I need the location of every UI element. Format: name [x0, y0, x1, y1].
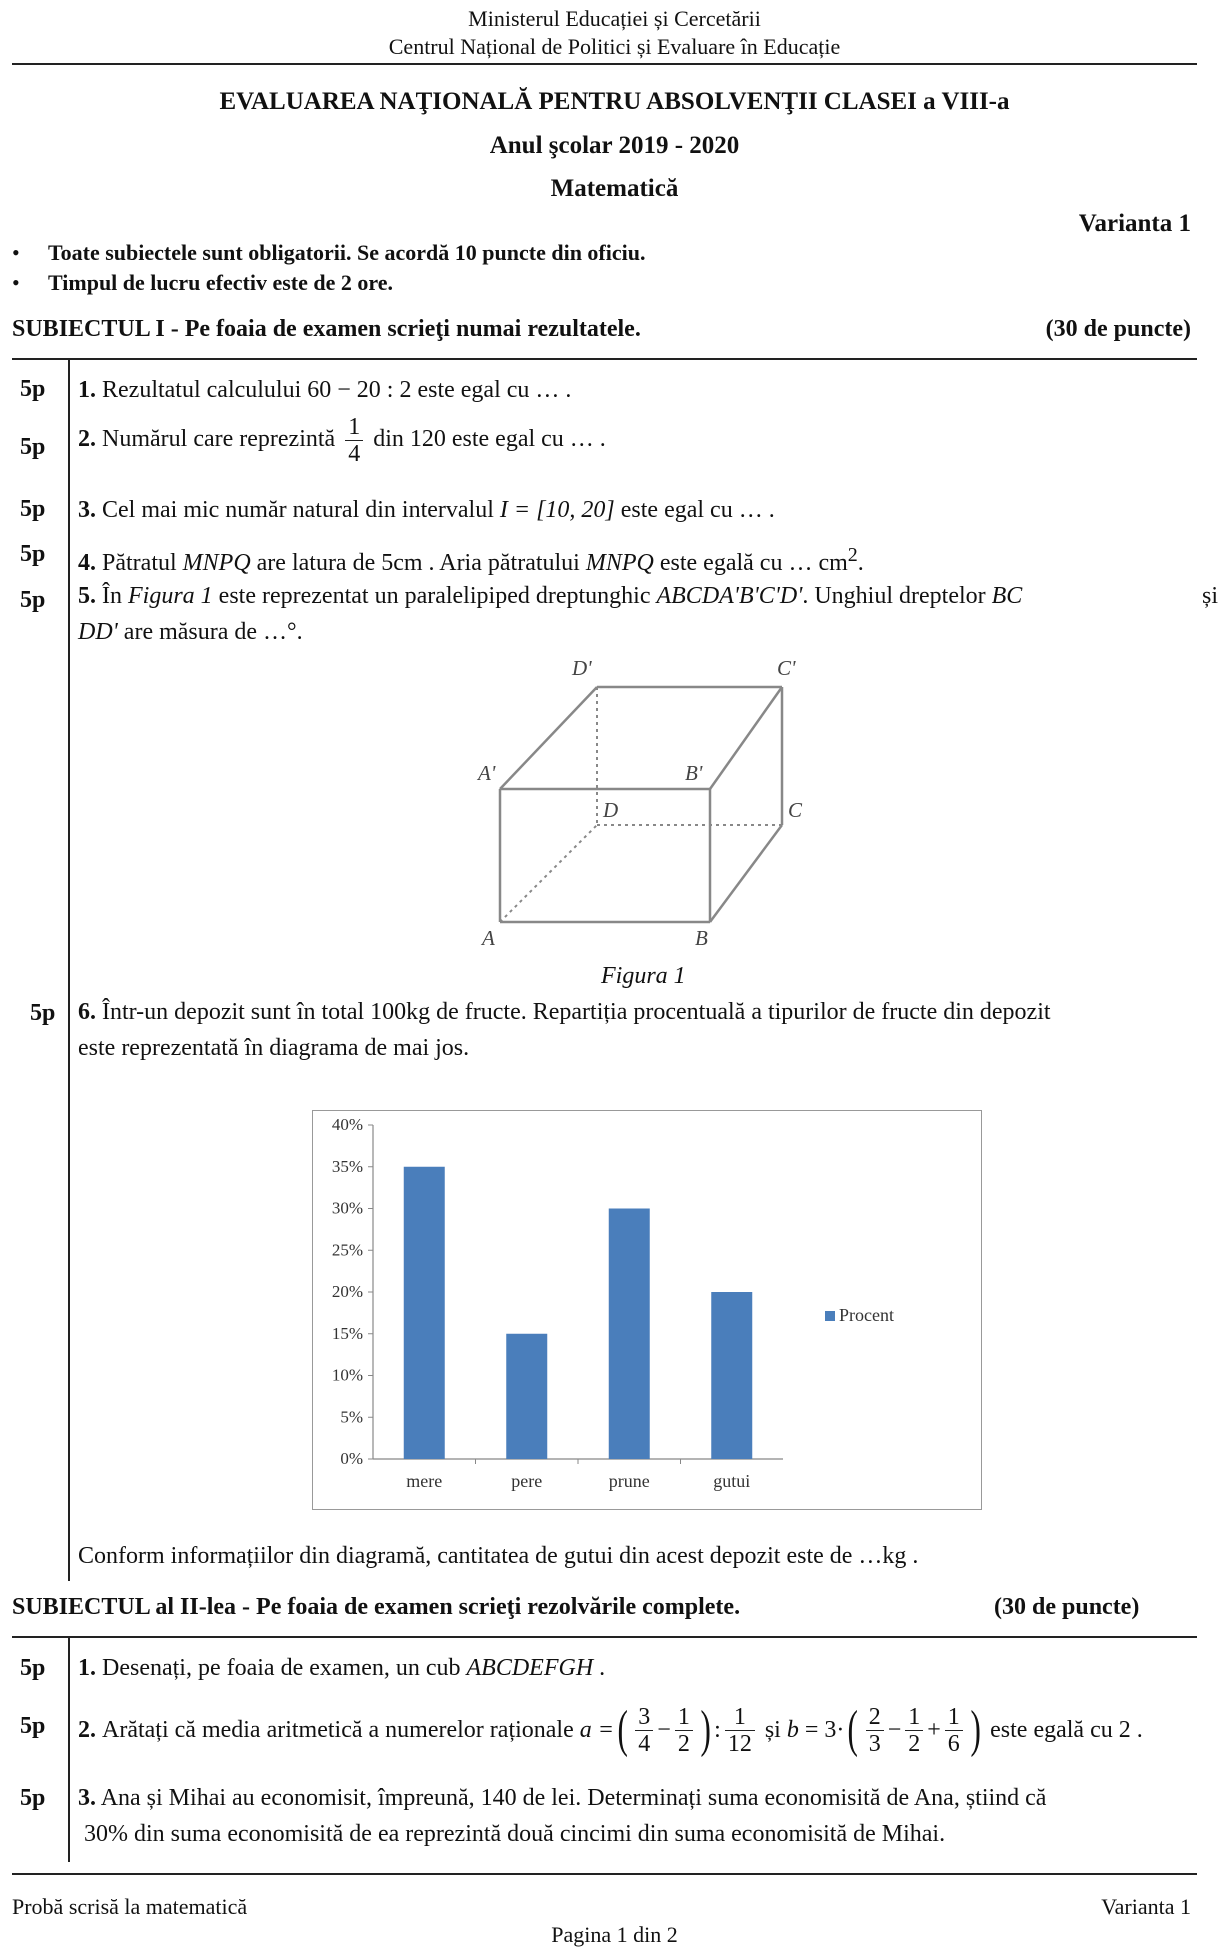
math-variable: DD' [78, 619, 118, 645]
bar-pere [506, 1334, 547, 1459]
edge-bottom-right [710, 825, 782, 922]
x-tick-label: gutui [713, 1471, 751, 1491]
question-line [78, 1780, 1203, 1816]
question-number: 3. [78, 1785, 96, 1811]
question-end: . [599, 1655, 606, 1681]
box-figure [470, 645, 820, 960]
vertex-label: C' [777, 656, 796, 680]
question-line [78, 578, 1218, 614]
figure-reference: Figura 1 [128, 583, 213, 609]
math-variable: ABCDA'B'C'D' [656, 583, 803, 609]
question-text: Pătratul [102, 550, 177, 576]
header-divider [12, 63, 1197, 65]
question-text: Într-un depozit sunt în total 100kg de fructe. Repartiția procentuală a tipurilor de fructe din depozit [102, 999, 1051, 1025]
vertex-label: A [482, 926, 495, 950]
question-5 [78, 578, 1218, 650]
edge-back [500, 687, 597, 789]
question-text: Desenați, pe foaia de examen, un cub [102, 1655, 461, 1681]
chart-frame [312, 1110, 982, 1510]
vertex-label: B [695, 926, 708, 950]
math-variable: MNPQ [585, 550, 654, 576]
school-year: Anul şcolar 2019 - 2020 [489, 132, 740, 159]
question-number: 4. [78, 550, 96, 576]
question-text: este reprezentat un paralelipiped dreptunghic [218, 583, 651, 609]
question-line: este reprezentată în diagrama de mai jos. [78, 1035, 470, 1061]
question-number: 3. [78, 497, 96, 523]
vertex-label: B' [685, 761, 703, 785]
figure-caption: Figura 1 [601, 963, 686, 989]
question-line [78, 994, 1218, 1030]
points-badge: 5p [20, 376, 46, 402]
math-expression: 60 − 20 : 2 [307, 377, 412, 403]
y-tick-label: 35% [331, 1156, 363, 1176]
section1-points: (30 de puncte) [1045, 316, 1191, 342]
exam-subject: Matematică [550, 175, 679, 202]
y-tick-label: 15% [331, 1323, 363, 1343]
question-number: 1. [78, 1655, 96, 1681]
vertex-label: D' [572, 656, 592, 680]
question-tail: este egală cu 2 . [990, 1717, 1143, 1743]
footer-left: Probă scrisă la matematică [12, 1894, 248, 1919]
question-tail: este egal cu … . [620, 497, 775, 523]
y-tick-label: 0% [340, 1449, 363, 1468]
question-text: Arătați că media aritmetică a numerelor raționale [102, 1717, 574, 1743]
points-badge: 5p [20, 587, 46, 613]
question-4 [78, 537, 864, 581]
question-text: Ana și Mihai au economisit, împreună, 140 de lei. Determinați suma economisită de Ana, știind că [100, 1785, 1047, 1811]
fraction-denominator: 4 [348, 441, 361, 467]
hidden-edge [500, 825, 597, 922]
math-expression: I = [10, 20] [499, 497, 615, 523]
question-end: . [857, 550, 864, 576]
points-badge: 5p [30, 1000, 56, 1026]
points-badge: 5p [20, 496, 46, 522]
y-tick-label: 30% [331, 1198, 363, 1218]
question-number: 6. [78, 999, 96, 1025]
y-tick-label: 5% [340, 1407, 363, 1427]
question-number: 5. [78, 583, 96, 609]
x-tick-label: prune [608, 1471, 650, 1491]
points-badge: 5p [20, 434, 46, 460]
vertex-label: A' [478, 761, 496, 785]
problem-3 [78, 1780, 1203, 1852]
exam-title: EVALUAREA NAŢIONALĂ PENTRU ABSOLVENŢII CLASEI a VIII-a [219, 88, 1010, 115]
question-number: 1. [78, 377, 96, 403]
points-badge: 5p [20, 1713, 46, 1739]
ministry-header: Ministerul Educației și Cercetării [468, 6, 761, 31]
question-text: Numărul care reprezintă [102, 426, 336, 453]
question-middle: are latura de 5cm . Aria pătratului [256, 550, 580, 576]
section2-divider [12, 1636, 1197, 1638]
question-6-ask: Conform informațiilor din diagramă, cantitatea de gutui din acest depozit este de …kg . [78, 1543, 919, 1569]
center-header: Centrul Național de Politici și Evaluare în Educație [388, 34, 841, 59]
question-3 [78, 492, 775, 528]
question-text: În [102, 583, 122, 609]
points-badge: 5p [20, 1655, 46, 1681]
y-tick-label: 25% [331, 1240, 363, 1260]
x-tick-label: pere [511, 1471, 543, 1491]
fraction-numerator: 1 [345, 414, 363, 441]
section2-title: SUBIECTUL al II-lea - Pe foaia de examen scrieţi rezolvările complete. [12, 1594, 741, 1620]
question-line: 30% din suma economisită de ea reprezintă două cincimi din suma economisită de Mihai. [84, 1821, 946, 1847]
question-2 [78, 414, 606, 467]
question-text: Cel mai mic număr natural din intervalul [102, 497, 494, 523]
question-text: are măsura de …°. [123, 619, 303, 645]
edge-back [710, 687, 782, 789]
section2-points: (30 de puncte) [994, 1594, 1140, 1620]
variant-label: Varianta 1 [1078, 210, 1191, 237]
bar-gutui [711, 1292, 752, 1459]
vertex-label: D [603, 798, 619, 822]
footer-divider [12, 1873, 1197, 1875]
question-number: 2. [78, 1717, 96, 1743]
question-number: 2. [78, 426, 96, 453]
y-tick-label: 20% [331, 1282, 363, 1301]
footer-right: Varianta 1 [1101, 1894, 1191, 1919]
points-badge: 5p [20, 541, 46, 567]
vertex-label: C [788, 798, 803, 822]
y-tick-label: 40% [331, 1115, 363, 1134]
y-tick-label: 10% [331, 1365, 363, 1385]
page-number: Pagina 1 din 2 [551, 1922, 678, 1947]
legend-label: Procent [839, 1305, 894, 1325]
bar-chart [313, 1111, 980, 1508]
instruction-item: • Timpul de lucru efectiv este de 2 ore. [12, 268, 645, 298]
section1-divider [12, 358, 1197, 360]
x-tick-label: mere [406, 1471, 443, 1491]
problem-2: 2. Arătați că media aritmetică a numerelor raționale a = ( $\frac{3}{4}$ − $\frac{1}{2}$ ) : $\frac{1}{12}$ și b = 3· ( $\frac{2}{3}$ − $\frac{1}{2}$ + $\frac{1}{6}$ ) este egală cu 2 . [78, 1701, 1143, 1758]
question-text: și [1201, 583, 1218, 609]
problem-1 [78, 1650, 605, 1686]
bar-mere [404, 1167, 445, 1459]
math-formula-b: b [786, 1717, 799, 1743]
question-tail: este egală cu … cm [659, 550, 848, 576]
math-variable: MNPQ [182, 550, 251, 576]
instructions-list [12, 238, 645, 298]
fraction [345, 414, 363, 467]
superscript: 2 [847, 544, 858, 566]
question-text: Rezultatul calculului [102, 377, 302, 403]
question-text: . Unghiul dreptelor [802, 583, 986, 609]
question-tail: este egal cu … . [417, 377, 572, 403]
math-formula-a: a = [579, 1717, 614, 1743]
instruction-item: • Toate subiectele sunt obligatorii. Se acordă 10 puncte din oficiu. [12, 238, 645, 268]
question-tail: din 120 este egal cu … . [373, 426, 606, 453]
section1-title: SUBIECTUL I - Pe foaia de examen scrieţi numai rezultatele. [12, 316, 641, 342]
question-1 [78, 372, 571, 408]
math-variable: BC [991, 583, 1023, 609]
bar-prune [609, 1209, 650, 1460]
question-6 [78, 994, 1218, 1066]
points-badge: 5p [20, 1785, 46, 1811]
math-variable: ABCDEFGH [466, 1655, 594, 1681]
legend-swatch [825, 1311, 835, 1321]
